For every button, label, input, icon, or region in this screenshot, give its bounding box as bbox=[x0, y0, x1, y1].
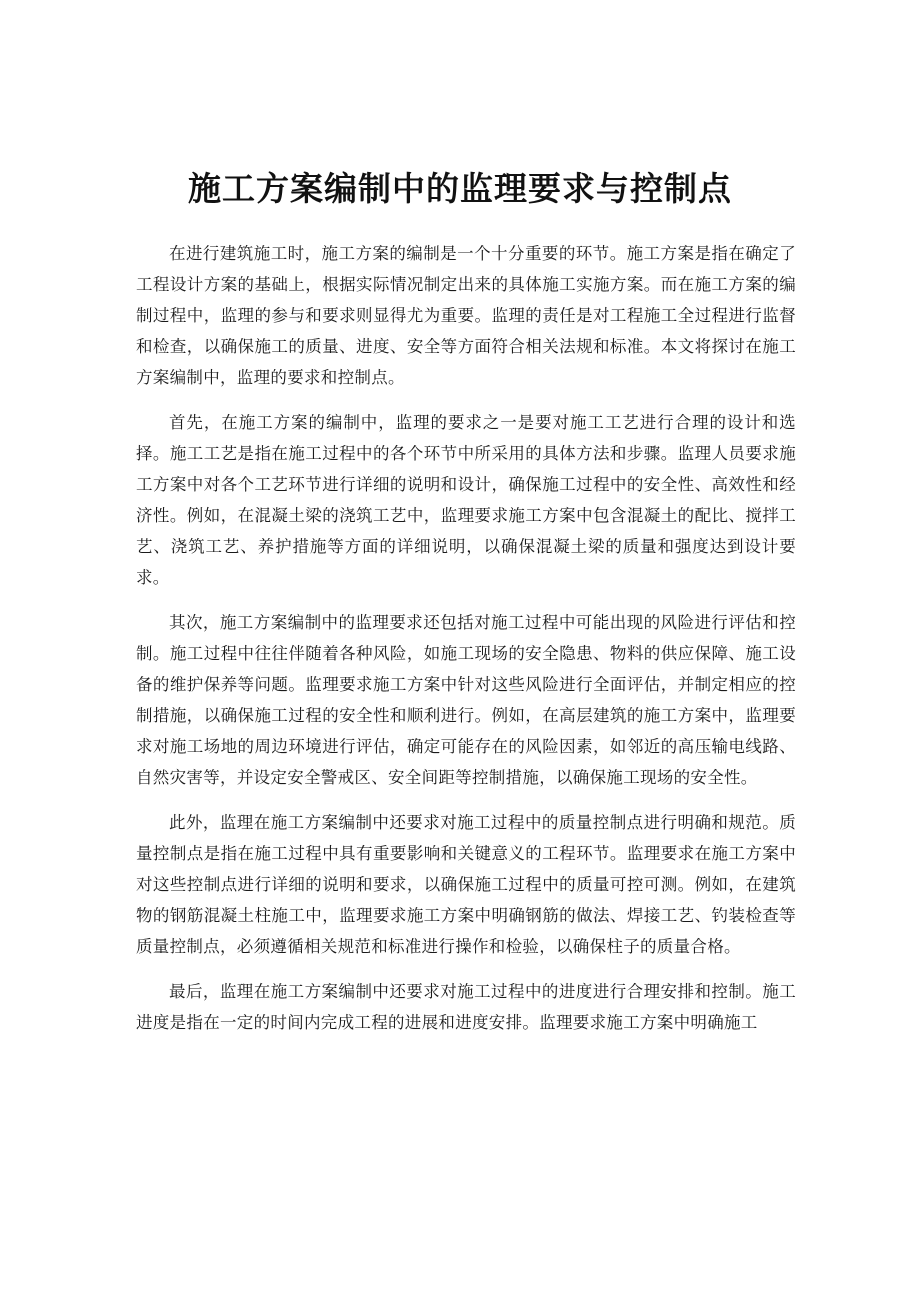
paragraph-first: 首先，在施工方案的编制中，监理的要求之一是要对施工工艺进行合理的设计和选择。施工工艺是指在施工过程中的各个环节中所采用的具体方法和步骤。监理人员要求施工方案中对各个工艺环节进行详细的说明和设计，确保施工过程中的安全性、高效性和经济性。例如，在混凝土梁的浇筑工艺中，监理要求施工方案中包含混凝土的配比、搅拌工艺、浇筑工艺、养护措施等方面的详细说明，以确保混凝土梁的质量和强度达到设计要求。 bbox=[136, 413, 796, 587]
paragraph-third: 此外，监理在施工方案编制中还要求对施工过程中的质量控制点进行明确和规范。质量控制点是指在施工过程中具有重要影响和关键意义的工程环节。监理要求在施工方案中对这些控制点进行详细的说明和要求，以确保施工过程中的质量可控可测。例如，在建筑物的钢筋混凝土柱施工中，监理要求施工方案中明确钢筋的做法、焊接工艺、钓装检查等质量控制点，必须遵循相关规范和标准进行操作和检验，以确保柱子的质量合格。 bbox=[136, 813, 796, 956]
document-title: 施工方案编制中的监理要求与控制点 bbox=[188, 169, 732, 208]
paragraph-last: 最后，监理在施工方案编制中还要求对施工过程中的进度进行合理安排和控制。施工进度是指在一定的时间内完成工程的进展和进度安排。监理要求施工方案中明确施工 bbox=[136, 982, 796, 1032]
paragraph-second: 其次，施工方案编制中的监理要求还包括对施工过程中可能出现的风险进行评估和控制。施工过程中往往伴随着各种风险，如施工现场的安全隐患、物料的供应保障、施工设备的维护保养等问题。监理要求施工方案中针对这些风险进行全面评估，并制定相应的控制措施，以确保施工过程的安全性和顺利进行。例如，在高层建筑的施工方案中，监理要求对施工场地的周边环境进行评估，确定可能存在的风险因素，如邻近的高压输电线路、自然灾害等，并设定安全警戒区、安全间距等控制措施，以确保施工现场的安全性。 bbox=[136, 613, 796, 787]
paragraph-intro: 在进行建筑施工时，施工方案的编制是一个十分重要的环节。施工方案是指在确定了工程设计方案的基础上，根据实际情况制定出来的具体施工实施方案。而在施工方案的编制过程中，监理的参与和要求则显得尤为重要。监理的责任是对工程施工全过程进行监督和检查，以确保施工的质量、进度、安全等方面符合相关法规和标准。本文将探讨在施工方案编制中，监理的要求和控制点。 bbox=[136, 244, 796, 387]
document-body bbox=[136, 238, 796, 1052]
